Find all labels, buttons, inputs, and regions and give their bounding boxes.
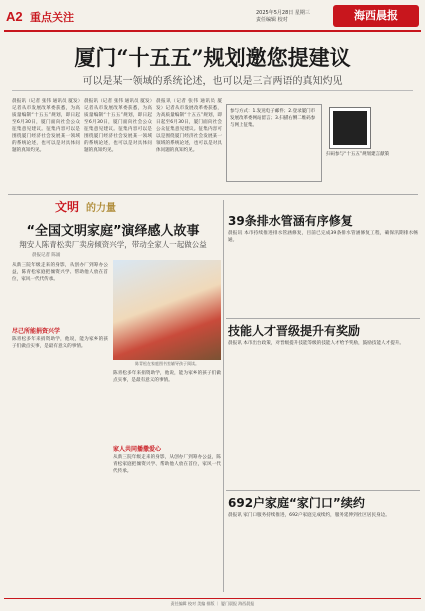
article-body-col1: 陈青松多年来捐资助学，他说，能为家乡的孩子们做点实事，是最有意义的事情。 (12, 337, 108, 349)
article-body-intro: 从新三院年级走来的身影，从创办厂到筹办公益，陈青松家庭把倾资兴学、帮助他人放在首位，家风一代代传承。 (12, 263, 108, 282)
lead-headline: 厦门“十五五”规划邀您提建议 (74, 45, 351, 70)
header-rule (4, 30, 421, 32)
section-label: 重点关注 (30, 11, 74, 24)
editor-line: 责任编辑 校对 (256, 17, 288, 23)
news-headline-renewal: 692户家庭“家门口”续约 (228, 496, 365, 510)
lead-body-col3: 晨报讯（记者 张伟 通讯员 厦发）记者从市发展改革委获悉，为高质量编制“十五五”规划，即日起至6月30日，厦门面向社会公众征集意见建议。征集内容可以是围绕厦门经济社会发展某一领域的系统论述，也可以是对具体问题的真知灼见。 (156, 99, 222, 153)
issue-date: 2025年5月28日 星期三 (256, 10, 310, 16)
page-number: A2 (6, 9, 23, 24)
news-body-drainage: 晨报讯 本市持续推进排水管涵修复，目前已完成39条排水管涵修复工程，确保汛期排水畅通。 (228, 231, 418, 243)
lead-subheadline: 可以是某一领域的系统论述，也可以是三言两语的真知灼见 (82, 76, 343, 87)
byline: 晨报记者 陈涌 (32, 253, 61, 258)
masthead (0, 0, 425, 30)
news-headline-skills: 技能人才晋级提升有奖励 (228, 324, 361, 338)
page-footer: 责任编辑 校对 美编 排版 ｜ 厦门晨报 海西晨报 (4, 598, 421, 607)
news-headline-drainage: 39条排水管涵有序修复 (228, 214, 353, 228)
family-photo (113, 260, 221, 360)
photo-caption: 陈青松在家庭图书室辅导孩子阅读。 (135, 361, 199, 366)
lead-body-col1: 晨报讯（记者 张伟 通讯员 厦发）记者从市发展改革委获悉，为高质量编制“十五五”规划，即日起至6月30日，厦门面向社会公众征集意见建议。征集内容可以是围绕厦门经济社会发展某一领域的系统论述，也可以是对具体问题的真知灼见。 (12, 99, 80, 153)
participation-box: 参与方式：1.发送电子邮件；2.登录厦门市发展改革委网站留言；3.扫描右侧二维码参与网上征集。 (226, 104, 322, 182)
article-subheadline: 翔安人陈青松卖厂卖房倾资兴学，带动全家人一起做公益 (19, 240, 207, 249)
qr-code[interactable] (330, 108, 370, 148)
column-kicker-suffix: 的力量 (86, 203, 116, 214)
news-body-skills: 晨报讯 本市出台政策，对晋级提升技能等级的技能人才给予奖励，鼓励技能人才提升。 (228, 341, 405, 346)
article-body-col2: 陈青松多年来捐资助学，他说，能为家乡的孩子们做点实事，是最有意义的事情。 (113, 371, 221, 383)
lead-body-col2: 晨报讯（记者 张伟 通讯员 厦发）记者从市发展改革委获悉，为高质量编制“十五五”规划，即日起至6月30日，厦门面向社会公众征集意见建议。征集内容可以是围绕厦门经济社会发展某一领域的系统论述，也可以是对具体问题的真知灼见。 (84, 99, 152, 153)
newspaper-logo: 海西晨报 (333, 5, 419, 27)
article-body-col3: 从新三院年级走来的身影，从创办厂到筹办公益，陈青松家庭把倾资兴学、帮助他人放在首位，家风一代代传承。 (113, 455, 221, 474)
divider (12, 90, 413, 91)
qr-caption: 扫码参与“十五五”规划建言献策 (326, 152, 390, 157)
column-divider (223, 200, 224, 592)
article-subhead-2: 家人共同播撒爱心 (113, 446, 162, 453)
section-divider (8, 194, 418, 195)
news-body-renewal: 晨报讯 家门口服务持续推进，692户家庭完成续约，服务延伸到社区居民身边。 (228, 513, 390, 518)
news-divider (226, 490, 420, 491)
article-headline: “全国文明家庭”演绎感人故事 (26, 224, 200, 239)
article-subhead-1: 尽己所能捐资兴学 (12, 328, 61, 335)
column-kicker: 文明 (55, 200, 80, 214)
news-divider (226, 318, 420, 319)
